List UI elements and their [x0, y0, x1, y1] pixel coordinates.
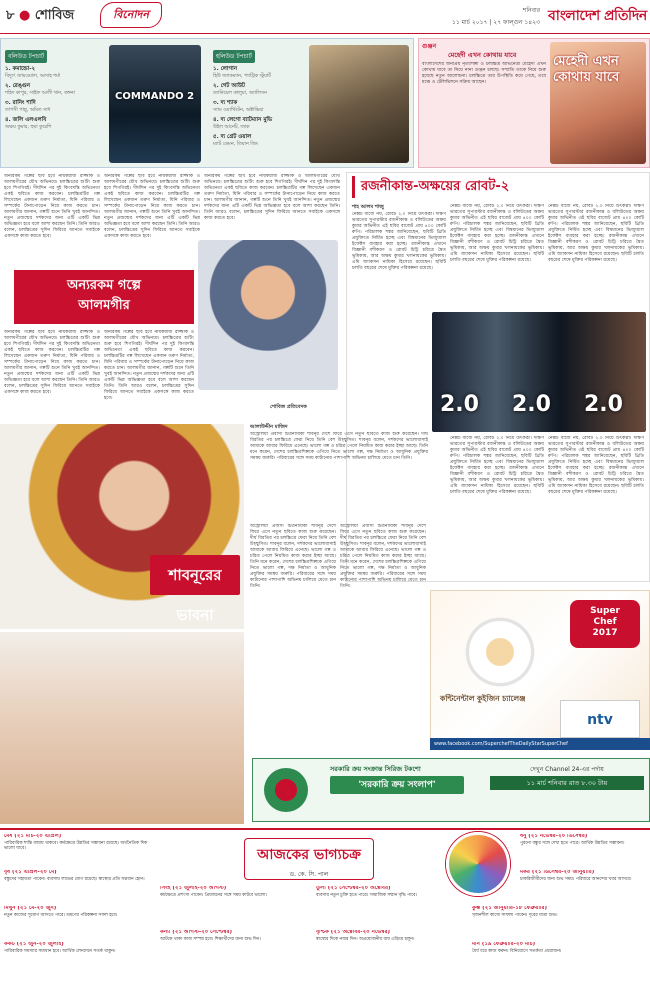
sign-capricorn: মকর (২১ ডিসেম্বর-২০ জানুয়ারি) চাকরিজীবীদের জন্য শুভ সময়। পরিবারে আনন্দের খবর আসবে।	[520, 870, 632, 882]
shabnur-heading: শাবনূরের ভাবনা	[150, 555, 240, 595]
poster-text: 2.0	[584, 392, 623, 417]
page-number-and-section	[6, 6, 74, 27]
rajni-body-col3: নেক্সট বাজে নয়, রোবট ২.০ নিয়ে উৎকণ্ঠা। দক্ষিণ ভারতের সুপারস্টার রজনীকান্ত ও বলিউডের অক্ষয় কুমার অভিনীত এই ছবির বাজেট প্রায় ৪০০ কোটি রুপি। পরিচালক শঙ্কর জানিয়েছেন, ছবিটি থ্রিডি প্রযুক্তিতে নির্মিত হচ্ছে এবং বিশ্বমানের ভিজ্যুয়াল ইফেক্টস ব্যবহার করা হচ্ছে। রজনীকান্ত এখানে বিজ্ঞানী বশীকরণ ও রোবট চিট্টি চরিত্রে দ্বৈত ভূমিকায়, আর অক্ষয় কুমার খলনায়কের ভূমিকায়। এমি জ্যাকসন নায়িকা হিসেবে রয়েছেন। ছবিটি চলতি বছরের শেষে মুক্তির পরিকল্পনা রয়েছে।	[548, 204, 644, 263]
newspaper-masthead: বাংলাদেশ প্রতিদিন	[548, 8, 647, 24]
chef-caption: কন্টিনেন্টাল কুইজিন চ্যালেঞ্জ	[440, 694, 526, 703]
list-item: ১. কমান্ডো-২ বিদ্যুৎ জামওয়াল, আদাহ শর্মা	[5, 66, 61, 79]
badge-line: Super	[590, 606, 620, 616]
sign-scorpio: বৃশ্চিক (২১ অক্টোবর-২০ নভেম্বর) স্বাস্থ্যের দিকে নজর দিন। অপ্রয়োজনীয় ব্যয় এড়িয়ে চলুন।	[316, 930, 415, 942]
commando-poster	[109, 45, 201, 163]
separator-dot: ●	[18, 8, 31, 23]
list-item: ২. গেট আউট ড্যানিয়েল কালুয়া, অ্যালিসন	[213, 83, 267, 96]
shabnur-byline: আলাউদ্দীন মাজিদ	[250, 424, 288, 430]
horoscope-title: আজকের ভাগ্যচক্র	[257, 847, 361, 863]
alamgir-body-col2: অন্যরকম গল্পের ছবি হবে নায়করাজ রাজ্জাক ও আলমগীরের যৌথ অভিনয়ে। চলচ্চিত্রের শুটিং শুরু হবে শিগগিরই। দীর্ঘদিন পর দুই কিংবদন্তি অভিনেতা একই ছবিতে কাজ করবেন। চলচ্চিত্রটির গল্প লিখেছেন একজন তরুণ নির্মাতা, যিনি পরিবার ও সম্পর্কের টানাপোড়েন নিয়ে কাজ করতে চান। আলমগীর জানান, গল্পটি শুনে তিনি খুবই আনন্দিত। নতুন প্রজন্মের দর্শকদের জন্য এটি একটি ভিন্ন অভিজ্ঞতা হবে বলে আশা করছেন তিনি। তিনি আরও বলেন, চলচ্চিত্রের সুদিন ফিরিয়ে আনতে সবাইকে একসঙ্গে কাজ করতে হবে।	[104, 174, 200, 239]
horoscope-title-box	[244, 838, 374, 880]
chef-footer-link[interactable]: www.facebook.com/SuperchefTheDailyStarSuperChef	[430, 738, 650, 750]
rajni-byline: শাহ আলম শাজু	[352, 204, 384, 210]
sign-taurus: বৃষ (২১ এপ্রিল-২০ মে) বন্ধুদের সহায়তা পাবেন। ব্যবসায় লাভের যোগ রয়েছে। স্বাস্থ্যের প্রতি যত্নবান হোন।	[4, 870, 145, 882]
sign-virgo: কন্যা (২১ আগস্ট-২০ সেপ্টেম্বর) আটকে থাকা কাজ সম্পন্ন হবে। শিক্ষার্থীদের জন্য শুভ দিন।	[160, 930, 261, 942]
alamgir-body-col1: অন্যরকম গল্পের ছবি হবে নায়করাজ রাজ্জাক ও আলমগীরের যৌথ অভিনয়ে। চলচ্চিত্রের শুটিং শুরু হবে শিগগিরই। দীর্ঘদিন পর দুই কিংবদন্তি অভিনেতা একই ছবিতে কাজ করবেন। চলচ্চিত্রটির গল্প লিখেছেন একজন তরুণ নির্মাতা, যিনি পরিবার ও সম্পর্কের টানাপোড়েন নিয়ে কাজ করতে চান। আলমগীর জানান, গল্পটি শুনে তিনি খুবই আনন্দিত। নতুন প্রজন্মের দর্শকদের জন্য এটি একটি ভিন্ন অভিজ্ঞতা হবে বলে আশা করছেন তিনি। তিনি আরও বলেন, চলচ্চিত্রের সুদিন ফিরিয়ে আনতে সবাইকে একসঙ্গে কাজ করতে হবে।	[4, 174, 100, 239]
alamgir-body-col3: অন্যরকম গল্পের ছবি হবে নায়করাজ রাজ্জাক ও আলমগীরের যৌথ অভিনয়ে। চলচ্চিত্রের শুটিং শুরু হবে শিগগিরই। দীর্ঘদিন পর দুই কিংবদন্তি অভিনেতা একই ছবিতে কাজ করবেন। চলচ্চিত্রটির গল্প লিখেছেন একজন তরুণ নির্মাতা, যিনি পরিবার ও সম্পর্কের টানাপোড়েন নিয়ে কাজ করতে চান। আলমগীর জানান, গল্পটি শুনে তিনি খুবই আনন্দিত। নতুন প্রজন্মের দর্শকদের জন্য এটি একটি ভিন্ন অভিজ্ঞতা হবে বলে আশা করছেন তিনি। তিনি আরও বলেন, চলচ্চিত্রের সুদিন ফিরিয়ে আনতে সবাইকে একসঙ্গে কাজ করতে হবে।	[204, 174, 340, 221]
rajni-body-col4: নেক্সট বাজে নয়, রোবট ২.০ নিয়ে উৎকণ্ঠা। দক্ষিণ ভারতের সুপারস্টার রজনীকান্ত ও বলিউডের অক্ষয় কুমার অভিনীত এই ছবির বাজেট প্রায় ৪০০ কোটি রুপি। পরিচালক শঙ্কর জানিয়েছেন, ছবিটি থ্রিডি প্রযুক্তিতে নির্মিত হচ্ছে এবং বিশ্বমানের ভিজ্যুয়াল ইফেক্টস ব্যবহার করা হচ্ছে। রজনীকান্ত এখানে বিজ্ঞানী বশীকরণ ও রোবট চিট্টি চরিত্রে দ্বৈত ভূমিকায়, আর অক্ষয় কুমার খলনায়কের ভূমিকায়। এমি জ্যাকসন নায়িকা হিসেবে রয়েছেন। ছবিটি চলতি বছরের শেষে মুক্তির পরিকল্পনা রয়েছে।	[450, 436, 544, 495]
horoscope-author: ড. কে. সি. পাল	[289, 871, 329, 878]
list-item: ২. রেঙ্গুন শহিদ কাপুর, সাইফ আলী খান, কঙ্গনা	[5, 83, 75, 96]
badge-line: Chef	[593, 617, 617, 627]
sign-gemini: মিথুন (২১ মে-২০ জুন) নতুন কাজের সুযোগ আসতে পারে। ভ্রমণের পরিকল্পনা সফল হবে।	[4, 906, 118, 918]
sign-aquarius: কুম্ভ (২১ জানুয়ারি-১৮ ফেব্রুয়ারি) সৃজনশীল কাজে সাফল্য পাবেন। দূরের যাত্রা শুভ।	[472, 906, 558, 918]
rajni-body-col5: নেক্সট বাজে নয়, রোবট ২.০ নিয়ে উৎকণ্ঠা। দক্ষিণ ভারতের সুপারস্টার রজনীকান্ত ও বলিউডের অক্ষয় কুমার অভিনীত এই ছবির বাজেট প্রায় ৪০০ কোটি রুপি। পরিচালক শঙ্কর জানিয়েছেন, ছবিটি থ্রিডি প্রযুক্তিতে নির্মিত হচ্ছে এবং বিশ্বমানের ভিজ্যুয়াল ইফেক্টস ব্যবহার করা হচ্ছে। রজনীকান্ত এখানে বিজ্ঞানী বশীকরণ ও রোবট চিট্টি চরিত্রে দ্বৈত ভূমিকায়, আর অক্ষয় কুমার খলনায়কের ভূমিকায়। এমি জ্যাকসন নায়িকা হিসেবে রয়েছেন। ছবিটি চলতি বছরের শেষে মুক্তির পরিকল্পনা রয়েছে।	[548, 436, 644, 495]
govt-ad-subtitle: সরকারি ক্রয় সংক্রান্ত সিরিজ টকশো	[330, 765, 421, 773]
poster-text: 2.0	[440, 392, 479, 417]
list-item: ৩. রানিং শাদি তাপসী পান্নু, অমিত সাধ	[5, 100, 51, 113]
alamgir-byline: শোবিজ প্রতিবেদক	[270, 404, 307, 410]
rajni-body-col1: নেক্সট বাজে নয়, রোবট ২.০ নিয়ে উৎকণ্ঠা। দক্ষিণ ভারতের সুপারস্টার রজনীকান্ত ও বলিউডের অক্ষয় কুমার অভিনীত এই ছবির বাজেট প্রায় ৪০০ কোটি রুপি। পরিচালক শঙ্কর জানিয়েছেন, ছবিটি থ্রিডি প্রযুক্তিতে নির্মিত হচ্ছে এবং বিশ্বমানের ভিজ্যুয়াল ইফেক্টস ব্যবহার করা হচ্ছে। রজনীকান্ত এখানে বিজ্ঞানী বশীকরণ ও রোবট চিট্টি চরিত্রে দ্বৈত ভূমিকায়, আর অক্ষয় কুমার খলনায়কের ভূমিকায়। এমি জ্যাকসন নায়িকা হিসেবে রয়েছেন। ছবিটি চলতি বছরের শেষে মুক্তির পরিকল্পনা রয়েছে।	[352, 212, 446, 271]
heading-line: আলমগীর	[78, 298, 130, 313]
alamgir-body-col4: অন্যরকম গল্পের ছবি হবে নায়করাজ রাজ্জাক ও আলমগীরের যৌথ অভিনয়ে। চলচ্চিত্রের শুটিং শুরু হবে শিগগিরই। দীর্ঘদিন পর দুই কিংবদন্তি অভিনেতা একই ছবিতে কাজ করবেন। চলচ্চিত্রটির গল্প লিখেছেন একজন তরুণ নির্মাতা, যিনি পরিবার ও সম্পর্কের টানাপোড়েন নিয়ে কাজ করতে চান। আলমগীর জানান, গল্পটি শুনে তিনি খুবই আনন্দিত। নতুন প্রজন্মের দর্শকদের জন্য এটি একটি ভিন্ন অভিজ্ঞতা হবে বলে আশা করছেন তিনি। তিনি আরও বলেন, চলচ্চিত্রের সুদিন ফিরিয়ে আনতে সবাইকে একসঙ্গে কাজ করতে হবে।	[4, 330, 100, 395]
issue-date: ১১ মার্চ ২০১৭ | ২৭ ফাল্গুন ১৪২৩	[451, 19, 540, 26]
shabnur-body-col2: অস্ট্রেলিয়া প্রবাসী চিত্রনায়িকা শাবনূর দেশে ফিরে এসে নতুন ছবিতে কাজ শুরু করেছেন। দীর্ঘ বিরতির পর চলচ্চিত্রে ফেরা নিয়ে তিনি বেশ উচ্ছ্বসিত। শাবনূর বলেন, দর্শকদের ভালোবাসাই আমাকে আবার ফিরিয়ে এনেছে। ভালো গল্প ও চরিত্র পেলে নিয়মিত কাজ করার ইচ্ছা আছে। তিনি মনে করেন, দেশের চলচ্চিত্রশিল্পকে এগিয়ে নিতে ভালো গল্প, দক্ষ নির্মাতা ও আধুনিক প্রযুক্তির সমন্বয় জরুরি। পরিবারের সঙ্গে সময় কাটানোর পাশাপাশি অভিনয় চালিয়ে যেতে চান তিনি।	[340, 524, 426, 589]
poster-title: COMMANDO 2	[115, 91, 195, 102]
sign-cancer: কর্কট (২১ জুন-২০ জুলাই) পারিবারিক সমস্যার সমাধান হবে। আর্থিক লেনদেনে সতর্ক থাকুন।	[4, 942, 116, 954]
sign-leo: সিংহ (২১ জুলাই-২০ আগস্ট) কর্মক্ষেত্রে প্রশংসা পাবেন। প্রিয়জনের সঙ্গে সময় কাটবে ভালো।	[160, 886, 267, 898]
ntv-logo: ntv	[560, 700, 640, 738]
alamgir-photo	[198, 240, 338, 390]
gossip-body: বাংলাদেশের জনপ্রিয় নৃত্যশিল্পী ও চলচ্চিত্র অভিনেত্রী মেহেদী এখন কোথায় যাবে তা নিয়ে নানা গুঞ্জন চলছে। সম্প্রতি তাকে নিয়ে শুরু হয়েছে নতুন আলোচনা। চলচ্চিত্রে তার উপস্থিতি কমে গেছে, তবে মঞ্চে ও টেলিভিশনে সক্রিয় আছেন।	[422, 62, 546, 85]
list-item: ১. লোগান হিউ জ্যাকম্যান, প্যাট্রিক স্টুয়ার্ট	[213, 66, 271, 79]
section-name: শোবিজ	[34, 8, 75, 23]
rajni-body-col2: নেক্সট বাজে নয়, রোবট ২.০ নিয়ে উৎকণ্ঠা। দক্ষিণ ভারতের সুপারস্টার রজনীকান্ত ও বলিউডের অক্ষয় কুমার অভিনীত এই ছবির বাজেট প্রায় ৪০০ কোটি রুপি। পরিচালক শঙ্কর জানিয়েছেন, ছবিটি থ্রিডি প্রযুক্তিতে নির্মিত হচ্ছে এবং বিশ্বমানের ভিজ্যুয়াল ইফেক্টস ব্যবহার করা হচ্ছে। রজনীকান্ত এখানে বিজ্ঞানী বশীকরণ ও রোবট চিট্টি চরিত্রে দ্বৈত ভূমিকায়, আর অক্ষয় কুমার খলনায়কের ভূমিকায়। এমি জ্যাকসন নায়িকা হিসেবে রয়েছেন। ছবিটি চলতি বছরের শেষে মুক্তির পরিকল্পনা রয়েছে।	[450, 204, 544, 263]
supplement-logo: বিনোদন	[100, 2, 162, 28]
boxoffice-chart-box	[0, 38, 414, 168]
shabnur-body-col1: অস্ট্রেলিয়া প্রবাসী চিত্রনায়িকা শাবনূর দেশে ফিরে এসে নতুন ছবিতে কাজ শুরু করেছেন। দীর্ঘ বিরতির পর চলচ্চিত্রে ফেরা নিয়ে তিনি বেশ উচ্ছ্বসিত। শাবনূর বলেন, দর্শকদের ভালোবাসাই আমাকে আবার ফিরিয়ে এনেছে। ভালো গল্প ও চরিত্র পেলে নিয়মিত কাজ করার ইচ্ছা আছে। তিনি মনে করেন, দেশের চলচ্চিত্রশিল্পকে এগিয়ে নিতে ভালো গল্প, দক্ষ নির্মাতা ও আধুনিক প্রযুক্তির সমন্বয় জরুরি। পরিবারের সঙ্গে সময় কাটানোর পাশাপাশি অভিনয় চালিয়ে যেতে চান তিনি।	[250, 524, 336, 589]
gossip-title: মেহেদী এখন কোথায় যাবে	[448, 51, 517, 59]
alamgir-heading	[14, 270, 194, 324]
govt-ad-title: 'সরকারি ক্রয় সংলাপ'	[330, 776, 464, 794]
alamgir-body-col5: অন্যরকম গল্পের ছবি হবে নায়করাজ রাজ্জাক ও আলমগীরের যৌথ অভিনয়ে। চলচ্চিত্রের শুটিং শুরু হবে শিগগিরই। দীর্ঘদিন পর দুই কিংবদন্তি অভিনেতা একই ছবিতে কাজ করবেন। চলচ্চিত্রটির গল্প লিখেছেন একজন তরুণ নির্মাতা, যিনি পরিবার ও সম্পর্কের টানাপোড়েন নিয়ে কাজ করতে চান। আলমগীর জানান, গল্পটি শুনে তিনি খুবই আনন্দিত। নতুন প্রজন্মের দর্শকদের জন্য এটি একটি ভিন্ন অভিজ্ঞতা হবে বলে আশা করছেন তিনি। তিনি আরও বলেন, চলচ্চিত্রের সুদিন ফিরিয়ে আনতে সবাইকে একসঙ্গে কাজ করতে হবে।	[104, 330, 194, 401]
poster-text: 2.0	[512, 392, 551, 417]
robot-2-poster	[432, 312, 646, 432]
bollywood-tag: বলিউড টপচার্ট	[5, 50, 47, 63]
sign-libra: তুলা (২১ সেপ্টেম্বর-২০ অক্টোবর) ব্যবসায় নতুন চুক্তি হতে পারে। সামাজিক সম্মান বৃদ্ধি পাবে।	[316, 886, 418, 898]
list-item: ৪. দ্য লেগো ব্যাটম্যান মুভি উইল আর্নেট, জাক	[213, 117, 273, 130]
issue-day: শনিবার	[522, 7, 540, 14]
gossip-tag: গুঞ্জন	[422, 43, 437, 50]
gossip-headline: মেহেদী এখন কোথায় যাবে	[553, 54, 620, 85]
govt-seal-icon	[264, 768, 308, 812]
govt-ad-channel: দেখুন Channel 24-এর পর্দায়	[530, 766, 604, 773]
list-item: ৩. দ্য শ্যাক স্যাম ওয়ার্থিংটন, অক্টাভিয়া	[213, 100, 264, 113]
sign-pisces: মীন (১৯ ফেব্রুয়ারি-২০ মার্চ) ধৈর্য ধরে কাজ করুন। বিনিয়োগে সতর্কতা প্রয়োজন।	[472, 942, 562, 954]
list-item: ৪. জলি এলএলবি অক্ষয় কুমার, হুমা কুরেশি	[5, 117, 52, 130]
super-chef-badge	[570, 600, 640, 648]
sign-sagittarius: ধনু (২১ নভেম্বর-২০ ডিসেম্বর) পুরনো বন্ধুর সঙ্গে দেখা হতে পারে। আর্থিক উন্নতির সম্ভাবনা।	[520, 834, 625, 846]
page-number: ৮	[6, 8, 15, 23]
govt-ad-time: ১১ মার্চ শনিবার রাত ৮.৩০ টায়	[490, 776, 644, 790]
heading-line: অন্যরকম গল্পে	[67, 278, 141, 293]
shabnur-photo-lower	[0, 632, 244, 824]
list-item: ৫. দ্য গ্রেট ওয়াল ম্যাট ডেমন, তিয়ান জিং	[213, 134, 258, 147]
logan-poster	[309, 45, 409, 163]
badge-year: 2017	[592, 628, 618, 638]
sign-aries: মেষ (২১ মার্চ-২০ এপ্রিল) পারিবারিক শান্তি বজায় থাকবে। কর্মক্ষেত্রে উন্নতির সম্ভাবনা রয়েছে। অর্থনৈতিক দিক ভালো যাবে।	[4, 834, 148, 852]
shabnur-body-top: অস্ট্রেলিয়া প্রবাসী চিত্রনায়িকা শাবনূর দেশে ফিরে এসে নতুন ছবিতে কাজ শুরু করেছেন। দীর্ঘ বিরতির পর চলচ্চিত্রে ফেরা নিয়ে তিনি বেশ উচ্ছ্বসিত। শাবনূর বলেন, দর্শকদের ভালোবাসাই আমাকে আবার ফিরিয়ে এনেছে। ভালো গল্প ও চরিত্র পেলে নিয়মিত কাজ করার ইচ্ছা আছে। তিনি মনে করেন, দেশের চলচ্চিত্রশিল্পকে এগিয়ে নিতে ভালো গল্প, দক্ষ নির্মাতা ও আধুনিক প্রযুক্তির সমন্বয় জরুরি। পরিবারের সঙ্গে সময় কাটানোর পাশাপাশি অভিনয় চালিয়ে যেতে চান তিনি।	[250, 432, 428, 461]
rajni-heading: রজনীকান্ত-অক্ষয়ের রোবট-২	[352, 176, 642, 198]
food-plate-image	[445, 612, 555, 692]
hollywood-tag: হলিউড টপচার্ট	[213, 50, 255, 63]
